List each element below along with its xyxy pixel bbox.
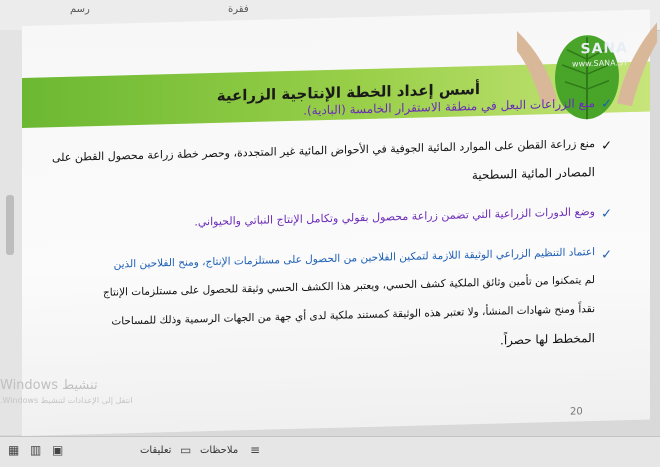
bullet-4-line-3: نقداً ومنح شهادات المنشأ، ولا تعتبر هذه الوثيقة كمستند ملكية لدى أي جهة من الجهات الرسمية وذلك للمساحات xyxy=(111,302,595,328)
check-icon: ✓ xyxy=(601,96,612,112)
slide-title: أسس إعداد الخطة الإنتاجية الزراعية xyxy=(216,80,480,105)
page-number: 20 xyxy=(570,406,583,418)
reading-view-icon[interactable]: ▣ xyxy=(52,443,64,457)
comment-icon[interactable]: ▭ xyxy=(180,443,192,457)
check-icon: ✓ xyxy=(601,206,612,222)
bullet-2-line-1: منع زراعة القطن على الموارد المائية الجوفية في الأحواض المائية غير المتجددة، وحصر خطة زراعة محصول القطن على xyxy=(51,136,595,165)
bullet-4-line-4: المخطط لها حصراً. xyxy=(500,330,595,348)
ribbon-group-drawing[interactable]: رسم xyxy=(70,4,90,15)
activation-watermark-subtitle: انتقل إلى الإعدادات لتنشيط Windows. xyxy=(0,396,133,405)
notes-icon[interactable]: ≡ xyxy=(250,443,261,457)
scrollbar-thumb[interactable] xyxy=(6,195,14,255)
comments-button[interactable]: تعليقات xyxy=(140,445,172,456)
status-bar xyxy=(0,436,660,467)
bullet-4-line-2: لم يتمكنوا من تأمين وثائق الملكية كشف الحسي، ويعتبر هذا الكشف الحسي وثيقة للحصول على مستلزمات الإنتاج xyxy=(103,273,595,299)
bullet-1-line-1: منع الزراعات البعل في منطقة الاستقرار الخامسة (البادية). xyxy=(303,95,595,118)
thumbnail-pane[interactable] xyxy=(0,30,22,435)
bullet-3-line-1: وضع الدورات الزراعية التي تضمن زراعة محصول بقولي وتكامل الإنتاج النباتي والحيواني. xyxy=(194,204,595,229)
bullet-2-line-2: المصادر المائية السطحية xyxy=(471,164,595,183)
activation-watermark-title: Windows تنشيط xyxy=(0,378,98,393)
check-icon: ✓ xyxy=(601,247,612,263)
ribbon-group-paragraph[interactable]: فقرة xyxy=(228,4,249,15)
notes-button[interactable]: ملاحظات xyxy=(200,445,239,456)
grid-icon[interactable]: ▦ xyxy=(8,443,20,457)
slide-sorter-icon[interactable]: ▥ xyxy=(30,443,42,457)
hands-leaf-image xyxy=(517,17,657,136)
slide-canvas[interactable] xyxy=(22,10,650,436)
check-icon: ✓ xyxy=(601,138,612,154)
sana-url: www.SANA.SY xyxy=(572,58,628,69)
bullet-4-line-1: اعتماد التنظيم الزراعي الوثيقة اللازمة لتمكين الفلاحين من الحصول على مستلزمات الإنتاج، ومنح الفلاحين الذين xyxy=(113,245,595,271)
sana-logo: SANA xyxy=(580,40,628,58)
